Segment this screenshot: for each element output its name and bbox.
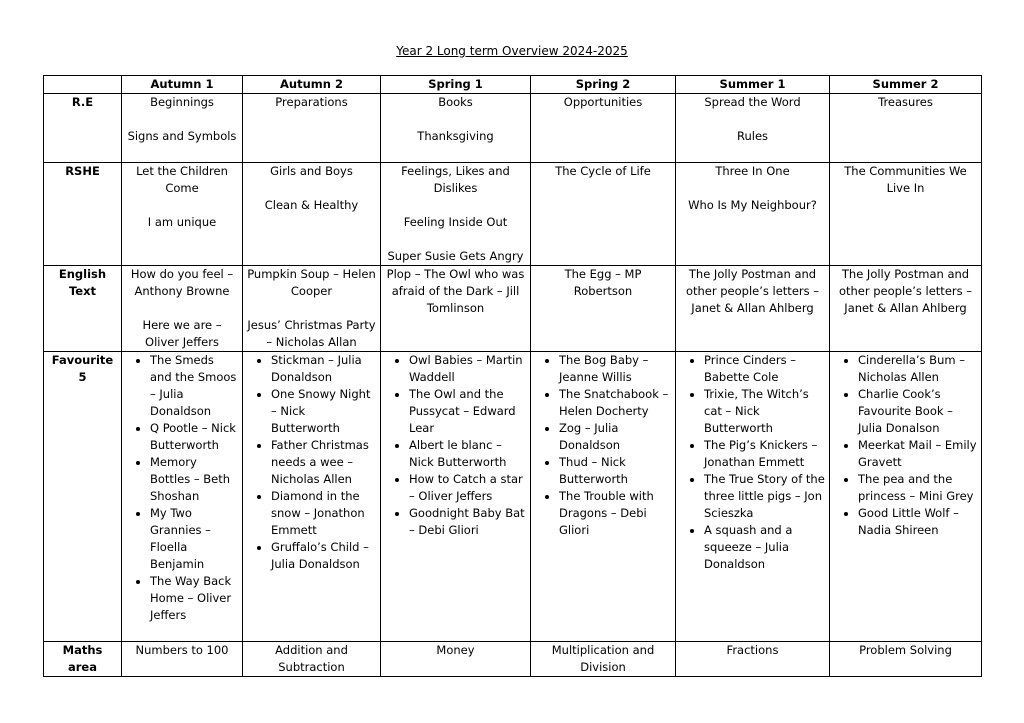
document-title: Year 2 Long term Overview 2024-2025 xyxy=(396,44,628,58)
maths-cell-6 xyxy=(830,642,982,677)
english-cell-5 xyxy=(676,266,830,352)
book-list-item: • Zog – Julia Donaldson xyxy=(559,420,672,454)
english-cell-3 xyxy=(381,266,531,352)
spacer xyxy=(246,300,377,317)
book-list-item: • Prince Cinders – Babette Cole xyxy=(704,352,826,386)
favourite-cell-1 xyxy=(122,352,243,642)
cell-text: The Cycle of Life xyxy=(555,164,651,178)
favourite-cell-3 xyxy=(381,352,531,642)
book-list-item: • How to Catch a star – Oliver Jeffers xyxy=(409,471,527,505)
row-rshe xyxy=(44,163,982,266)
book-list-item: • Meerkat Mail – Emily Gravett xyxy=(858,437,978,471)
header-row xyxy=(44,76,982,94)
book-list xyxy=(246,352,377,573)
english-cell-6 xyxy=(830,266,982,352)
spacer xyxy=(679,111,826,128)
maths-cell-5 xyxy=(676,642,830,677)
rshe-cell-6 xyxy=(830,163,982,266)
cell-text: Who Is My Neighbour? xyxy=(688,198,817,212)
book-list-item: • Father Christmas needs a wee – Nicholas Allen xyxy=(271,437,377,488)
book-list-item: • Good Little Wolf – Nadia Shireen xyxy=(858,505,978,539)
book-list-item: • The Way Back Home – Oliver Jeffers xyxy=(150,573,239,624)
corner-cell xyxy=(44,76,122,94)
cell-text: Pumpkin Soup – Helen Cooper xyxy=(247,267,376,298)
re-cell-6 xyxy=(830,94,982,163)
col-summer-2: Summer 2 xyxy=(830,76,982,94)
cell-text: Problem Solving xyxy=(859,643,952,657)
book-list-item: • The True Story of the three little pigs – Jon Scieszka xyxy=(704,471,826,522)
book-list-item: • The Smeds and the Smoos – Julia Donaldson xyxy=(150,352,239,420)
spacer xyxy=(125,197,239,214)
spacer xyxy=(246,180,377,197)
book-list-item: • Diamond in the snow – Jonathon Emmett xyxy=(271,488,377,539)
row-label-english-text: English Text xyxy=(44,266,122,352)
re-cell-4 xyxy=(531,94,676,163)
cell-text: Feelings, Likes and Dislikes xyxy=(401,164,510,195)
book-list xyxy=(534,352,672,539)
book-list-item: • Memory Bottles – Beth Shoshan xyxy=(150,454,239,505)
row-label-rshe: RSHE xyxy=(44,163,122,266)
cell-text: Feeling Inside Out xyxy=(403,215,508,229)
spacer xyxy=(679,180,826,197)
cell-text: Girls and Boys xyxy=(270,164,353,178)
favourite-cell-5 xyxy=(676,352,830,642)
book-list xyxy=(833,352,978,539)
cell-text: Fractions xyxy=(726,643,779,657)
cell-text: Jesus’ Christmas Party – Nicholas Allan xyxy=(247,318,376,349)
book-list-item: • The Bog Baby – Jeanne Willis xyxy=(559,352,672,386)
overview-table xyxy=(43,75,982,677)
re-cell-3 xyxy=(381,94,531,163)
book-list-item: • The Owl and the Pussycat – Edward Lear xyxy=(409,386,527,437)
spacer xyxy=(384,197,527,214)
book-list-item: • The Pig’s Knickers – Jonathan Emmett xyxy=(704,437,826,471)
row-english-text xyxy=(44,266,982,352)
spacer xyxy=(125,111,239,128)
maths-cell-3 xyxy=(381,642,531,677)
favourite-cell-6 xyxy=(830,352,982,642)
cell-text: Let the Children Come xyxy=(136,164,228,195)
row-label-maths-area: Maths area xyxy=(44,642,122,677)
cell-text: How do you feel – Anthony Browne xyxy=(130,267,234,298)
cell-text: Addition and Subtraction xyxy=(275,643,348,674)
spacer xyxy=(384,111,527,128)
cell-text: Three In One xyxy=(715,164,790,178)
rshe-cell-4 xyxy=(531,163,676,266)
cell-text: The Jolly Postman and other people’s letters – Janet & Allan Ahlberg xyxy=(685,267,820,315)
col-autumn-1: Autumn 1 xyxy=(122,76,243,94)
book-list-item: • Trixie, The Witch’s cat – Nick Butterworth xyxy=(704,386,826,437)
re-cell-2 xyxy=(243,94,381,163)
english-cell-1 xyxy=(122,266,243,352)
cell-text: Spread the Word xyxy=(704,95,801,109)
col-spring-1: Spring 1 xyxy=(381,76,531,94)
book-list-item: • Goodnight Baby Bat – Debi Gliori xyxy=(409,505,527,539)
book-list-item: • The Trouble with Dragons – Debi Gliori xyxy=(559,488,672,539)
cell-text: I am unique xyxy=(147,215,217,229)
cell-text: Rules xyxy=(736,129,769,143)
cell-text: Multiplication and Division xyxy=(551,643,655,674)
book-list-item: • Q Pootle – Nick Butterworth xyxy=(150,420,239,454)
maths-cell-2 xyxy=(243,642,381,677)
spacer xyxy=(384,231,527,248)
cell-text: Signs and Symbols xyxy=(127,129,237,143)
book-list-item: • Stickman – Julia Donaldson xyxy=(271,352,377,386)
cell-text: Here we are – Oliver Jeffers xyxy=(142,318,222,349)
row-label-re: R.E xyxy=(44,94,122,163)
cell-text: Beginnings xyxy=(150,95,214,109)
cell-text: Super Susie Gets Angry xyxy=(387,249,524,263)
book-list-item: • The pea and the princess – Mini Grey xyxy=(858,471,978,505)
col-autumn-2: Autumn 2 xyxy=(243,76,381,94)
spacer xyxy=(125,300,239,317)
book-list-item: • My Two Grannies – Floella Benjamin xyxy=(150,505,239,573)
rshe-cell-3 xyxy=(381,163,531,266)
book-list xyxy=(384,352,527,539)
favourite-cell-4 xyxy=(531,352,676,642)
cell-text: Plop – The Owl who was afraid of the Dark – Jill Tomlinson xyxy=(386,267,525,315)
re-cell-5 xyxy=(676,94,830,163)
book-list-item: • Charlie Cook’s Favourite Book – Julia Donalson xyxy=(858,386,978,437)
book-list-item: • Thud – Nick Butterworth xyxy=(559,454,672,488)
rshe-cell-5 xyxy=(676,163,830,266)
row-re xyxy=(44,94,982,163)
col-spring-2: Spring 2 xyxy=(531,76,676,94)
cell-text: The Communities We Live In xyxy=(844,164,967,195)
maths-cell-4 xyxy=(531,642,676,677)
book-list-item: • A squash and a squeeze – Julia Donaldson xyxy=(704,522,826,573)
cell-text: Treasures xyxy=(878,95,933,109)
book-list-item: • Gruffalo’s Child – Julia Donaldson xyxy=(271,539,377,573)
row-maths-area xyxy=(44,642,982,677)
english-cell-2 xyxy=(243,266,381,352)
book-list xyxy=(679,352,826,573)
cell-text: Books xyxy=(438,95,473,109)
row-favourite-5 xyxy=(44,352,982,642)
book-list-item: • The Snatchabook – Helen Docherty xyxy=(559,386,672,420)
cell-text: Clean & Healthy xyxy=(264,198,359,212)
book-list-item: • Cinderella’s Bum – Nicholas Allen xyxy=(858,352,978,386)
cell-text: Preparations xyxy=(275,95,348,109)
book-list-item: • Albert le blanc – Nick Butterworth xyxy=(409,437,527,471)
book-list-item: • One Snowy Night – Nick Butterworth xyxy=(271,386,377,437)
cell-text: Thanksgiving xyxy=(417,129,494,143)
cell-text: Money xyxy=(436,643,475,657)
cell-text: The Jolly Postman and other people’s letters – Janet & Allan Ahlberg xyxy=(838,267,973,315)
re-cell-1 xyxy=(122,94,243,163)
cell-text: Numbers to 100 xyxy=(135,643,229,657)
book-list xyxy=(125,352,239,624)
book-list-item: • Owl Babies – Martin Waddell xyxy=(409,352,527,386)
english-cell-4 xyxy=(531,266,676,352)
col-summer-1: Summer 1 xyxy=(676,76,830,94)
favourite-cell-2 xyxy=(243,352,381,642)
rshe-cell-1 xyxy=(122,163,243,266)
row-label-favourite-5: Favourite 5 xyxy=(44,352,122,642)
rshe-cell-2 xyxy=(243,163,381,266)
cell-text: The Egg – MP Robertson xyxy=(564,267,642,298)
maths-cell-1 xyxy=(122,642,243,677)
cell-text: Opportunities xyxy=(563,95,643,109)
